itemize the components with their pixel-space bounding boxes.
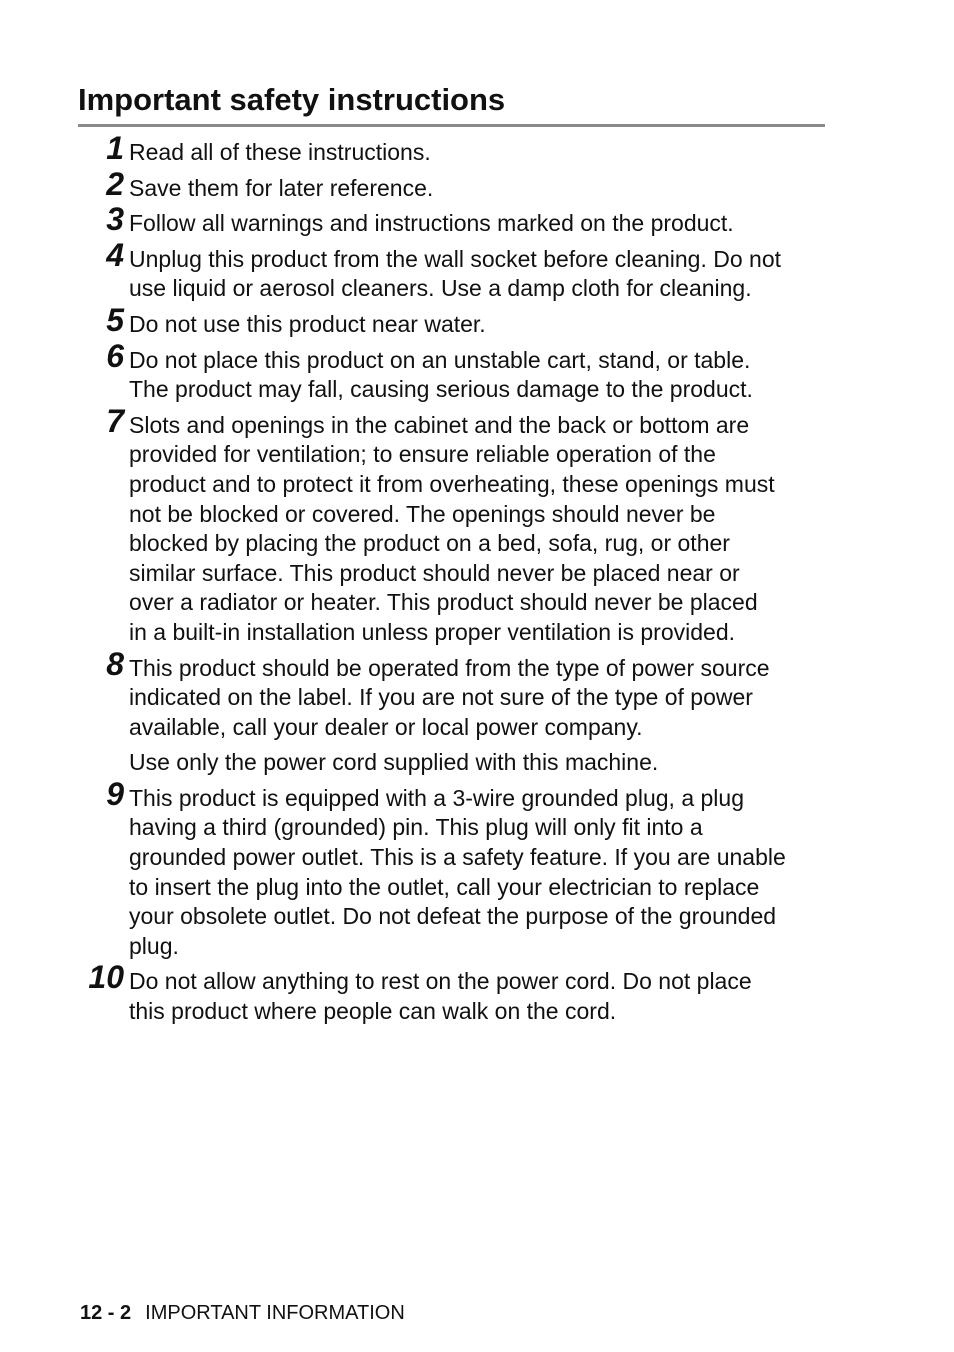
text-line: blocked by placing the product on a bed, sofa, rug, or other xyxy=(129,530,730,557)
instruction-item xyxy=(80,301,825,340)
instruction-text xyxy=(129,748,825,778)
title-divider xyxy=(78,124,825,127)
step-number: 10 xyxy=(88,959,124,996)
step-number: 7 xyxy=(106,402,124,439)
text-line: your obsolete outlet. Do not defeat the purpose of the grounded xyxy=(129,903,777,930)
instruction-list xyxy=(80,130,825,1033)
instruction-text xyxy=(129,967,825,1026)
page-title: Important safety instructions xyxy=(78,82,506,117)
text-line: Use only the power cord supplied with this machine. xyxy=(129,749,659,776)
page-number: 12 - 2 xyxy=(80,1302,132,1324)
text-line: The product may fall, causing serious damage to the product. xyxy=(129,376,753,403)
instruction-text xyxy=(129,310,825,340)
instruction-text xyxy=(129,209,825,239)
text-line: available, call your dealer or local power company. xyxy=(129,713,643,740)
text-line: in a built-in installation unless proper ventilation is provided. xyxy=(129,618,736,645)
instruction-text xyxy=(129,174,825,204)
instruction-item xyxy=(80,236,825,304)
instruction-text xyxy=(129,138,825,168)
text-line: Unplug this product from the wall socket before cleaning. Do not xyxy=(129,245,782,272)
step-number: 4 xyxy=(106,236,124,273)
text-line: this product where people can walk on the cord. xyxy=(129,998,617,1025)
step-number: 2 xyxy=(106,165,124,202)
step-number: 5 xyxy=(106,301,124,338)
text-line: similar surface. This product should never be placed near or xyxy=(129,559,740,586)
text-line: Save them for later reference. xyxy=(129,174,434,201)
text-line: This product should be operated from the type of power source xyxy=(129,654,770,681)
instruction-item xyxy=(80,959,825,1026)
instruction-text xyxy=(129,346,825,405)
instruction-item xyxy=(80,645,825,778)
text-line: over a radiator or heater. This product should never be placed xyxy=(129,589,758,616)
text-line: product and to protect it from overheating, these openings must xyxy=(129,470,775,497)
text-line: provided for ventilation; to ensure reliable operation of the xyxy=(129,441,716,468)
step-number: 6 xyxy=(106,337,124,374)
text-line: Follow all warnings and instructions marked on the product. xyxy=(129,210,734,237)
text-line: Read all of these instructions. xyxy=(129,139,431,165)
step-number: 9 xyxy=(106,775,124,812)
instruction-item xyxy=(80,130,825,168)
page-footer xyxy=(80,1301,405,1325)
instruction-text xyxy=(129,245,825,304)
text-line: indicated on the label. If you are not sure of the type of power xyxy=(129,684,753,711)
instruction-item xyxy=(80,337,825,405)
step-number: 8 xyxy=(106,645,124,682)
section-name: IMPORTANT INFORMATION xyxy=(145,1302,405,1324)
instruction-text xyxy=(129,411,825,648)
text-line: Do not use this product near water. xyxy=(129,310,486,337)
text-line: not be blocked or covered. The openings should never be xyxy=(129,500,716,527)
instruction-item xyxy=(80,402,825,648)
step-number: 3 xyxy=(106,201,124,238)
text-line: Do not allow anything to rest on the power cord. Do not place xyxy=(129,968,752,995)
text-line: plug. xyxy=(129,932,179,959)
instruction-text xyxy=(129,654,825,743)
instruction-item xyxy=(80,165,825,204)
text-line: to insert the plug into the outlet, call your electrician to replace xyxy=(129,873,760,900)
instruction-item xyxy=(80,201,825,239)
instruction-text xyxy=(129,784,825,962)
text-line: Slots and openings in the cabinet and the back or bottom are xyxy=(129,411,750,438)
text-line: having a third (grounded) pin. This plug will only fit into a xyxy=(129,814,703,841)
text-line: Do not place this product on an unstable cart, stand, or table. xyxy=(129,346,751,373)
instruction-item xyxy=(80,775,825,962)
text-line: grounded power outlet. This is a safety feature. If you are unable xyxy=(129,844,786,871)
text-line: use liquid or aerosol cleaners. Use a damp cloth for cleaning. xyxy=(129,275,752,302)
text-line: This product is equipped with a 3-wire grounded plug, a plug xyxy=(129,784,744,811)
step-number: 1 xyxy=(106,130,124,166)
